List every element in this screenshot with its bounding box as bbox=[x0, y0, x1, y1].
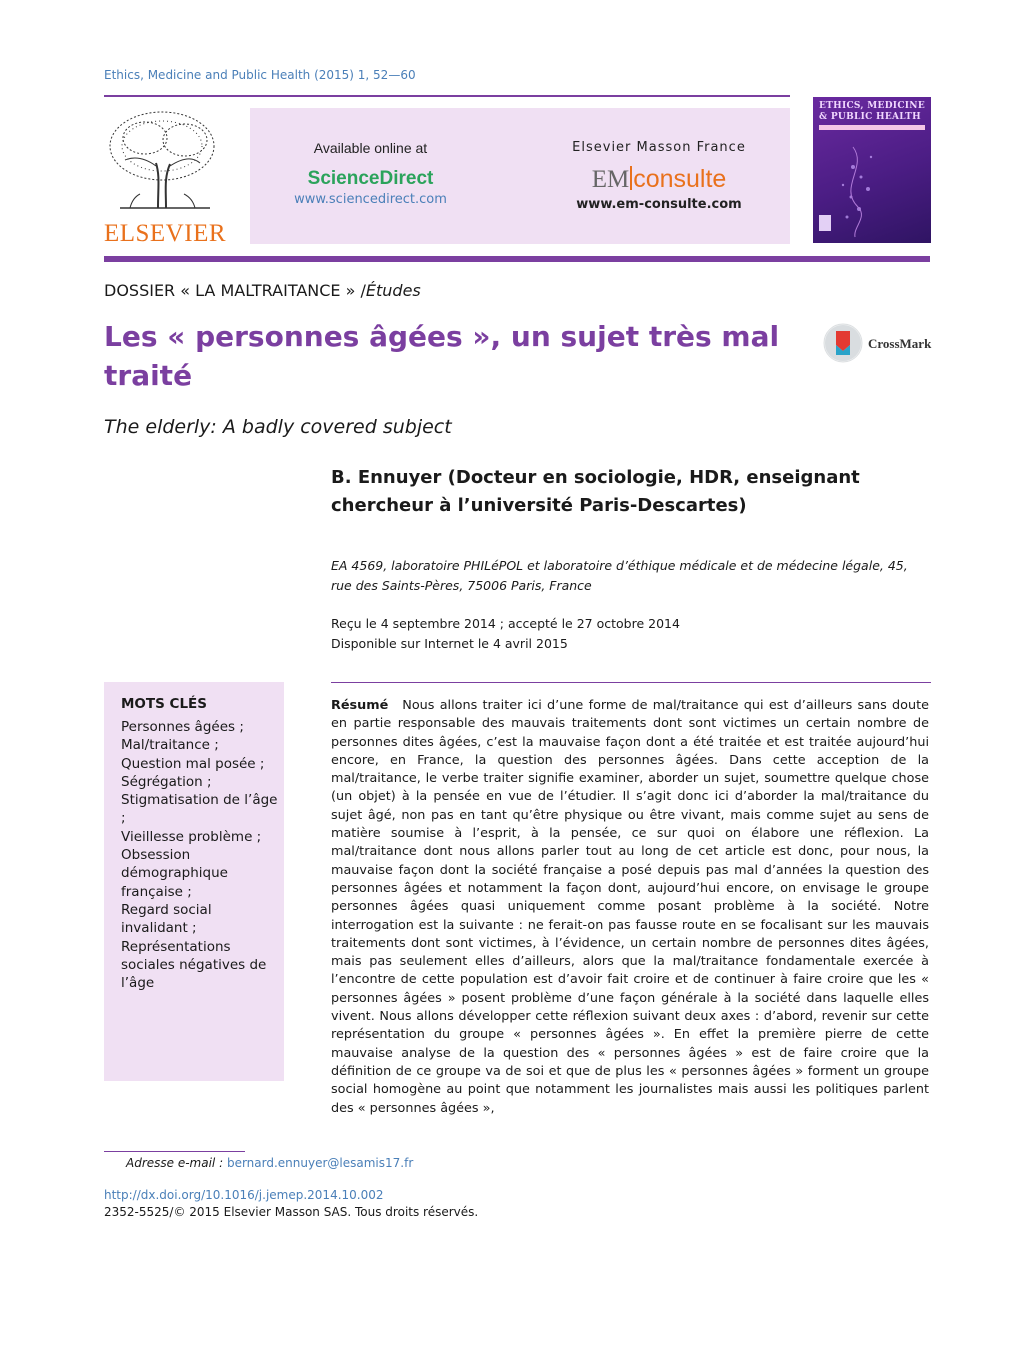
keyword-item: Question mal posée ; bbox=[121, 755, 265, 772]
author: B. Ennuyer (Docteur en sociologie, HDR, enseignant chercheur à l’université Paris-Descartes) bbox=[331, 467, 860, 516]
sciencedirect-link[interactable]: www.sciencedirect.com bbox=[294, 192, 447, 207]
available-online-label: Available online at bbox=[313, 140, 428, 156]
section-prefix: DOSSIER « LA MALTRAITANCE » / bbox=[104, 281, 366, 300]
section-heading bbox=[104, 281, 421, 300]
banner-rule bbox=[104, 256, 930, 262]
article-title: Les « personnes âgées », un sujet très mal traité bbox=[104, 320, 780, 392]
section-category: Études bbox=[365, 281, 421, 300]
abstract-label: Résumé bbox=[331, 698, 389, 713]
online-date: Disponible sur Internet le 4 avril 2015 bbox=[331, 636, 568, 651]
keyword-item: Vieillesse problème ; bbox=[121, 828, 262, 845]
affiliation: EA 4569, laboratoire PHILéPOL et laboratoire d’éthique médicale et de médecine légale, 45, rue des Saints-Pères, 75006 Paris, France bbox=[331, 558, 908, 593]
emconsulte-divider bbox=[630, 166, 632, 190]
emconsulte-word: consulte bbox=[633, 165, 727, 193]
crossmark-icon bbox=[822, 321, 864, 365]
cover-art-icon bbox=[813, 97, 931, 243]
abstract-text: Nous allons traiter ici d’une forme de mal/traitance qui est d’ailleurs sans doute en partie responsable des mauvais traitements dont sont victimes un certain nombre de personnes dites âgées, c’est la mauvaise façon dont a été traitée et est traitée aujourd’hui encore, en France, la question des personnes âgées. Dans cette acception de la mal/traitance, le verbe traiter signifie examiner, aborder un sujet, soumettre quelque chose (un objet) à la pensée en vue de l’étudier. Il s’agit donc ici d’aborder la mal/traitance du sujet âgé, non pas en tant qu’être physique ou être vivant, mais comme sujet au sens de matière soumise à l’esprit, à la pensée, ce sur quoi on élabore une réflexion. La mal/traitance dont nous allons parler tout au long de cet article est donc, pour nous, la mauvaise façon dont la société française a posé depuis pas mal d’années la question des personnes âgées et notamment la façon dont, aujourd’hui encore, on envisage le groupe personnes âgées quasi uniquement comme posant problème à la société. Notre interrogation est la suivante : ne ferait-on pas fausse route en se focalisant sur les mauvais traitements dont sont victimes, à l’évidence, un certain nombre de personnes dites âgées, mais pas seulement elles d’ailleurs, alors que la mal/traitance fondamentale exercée à l’encontre de cette population est d’avoir fait croire et de continuer à faire croire que les « personnes âgées » posent problème d’une façon générale à la société dans laquelle elles vivent. Nous allons développer cette réflexion suivant deux axes : d’abord, revenir sur cette représentation du groupe « personnes âgées ». En effet la première pierre de cette mauvaise analyse de la question des « personnes âgées » est de faire croire que la définition de ce groupe va de soi et que de plus les « personnes âgées » forment un groupe social homogène au point que notamment les journalistes mais aussi les politiques parlent des « personnes âgées », bbox=[331, 698, 929, 1116]
abstract-rule bbox=[331, 682, 931, 683]
crossmark-label: CrossMark bbox=[868, 336, 932, 351]
keyword-item: Regard social invalidant ; bbox=[121, 901, 212, 937]
emconsulte-block bbox=[550, 140, 768, 212]
keyword-item: Ségrégation ; bbox=[121, 773, 212, 790]
keyword-item: Obsession démographique française ; bbox=[121, 847, 228, 900]
doi-link[interactable]: http://dx.doi.org/10.1016/j.jemep.2014.10.002 bbox=[104, 1188, 384, 1202]
keyword-item: Mal/traitance ; bbox=[121, 737, 219, 754]
article-subtitle: The elderly: A badly covered subject bbox=[104, 416, 452, 438]
keyword-item: Stigmatisation de l’âge ; bbox=[121, 792, 278, 827]
journal-reference[interactable]: Ethics, Medicine and Public Health (2015) 1, 52—60 bbox=[104, 68, 416, 82]
emconsulte-link[interactable]: www.em-consulte.com bbox=[576, 197, 742, 212]
journal-banner bbox=[250, 108, 790, 244]
journal-cover[interactable] bbox=[813, 97, 931, 243]
cover-title: ETHICS, MEDICINE & PUBLIC HEALTH bbox=[819, 101, 925, 122]
sciencedirect-logo[interactable]: ScienceDirect bbox=[307, 168, 434, 189]
sciencedirect-block bbox=[268, 140, 473, 207]
abstract bbox=[331, 697, 929, 1118]
footnote-rule bbox=[104, 1151, 245, 1152]
received-date: Reçu le 4 septembre 2014 ; accepté le 27 octobre 2014 bbox=[331, 616, 680, 631]
keyword-item: Représentations sociales négatives de l’âge bbox=[121, 938, 267, 992]
copyright: 2352-5525/© 2015 Elsevier Masson SAS. Tous droits réservés. bbox=[104, 1205, 479, 1219]
crossmark-badge[interactable] bbox=[822, 321, 937, 365]
emconsulte-em: EM bbox=[591, 166, 630, 193]
keywords-title: MOTS CLÉS bbox=[121, 696, 207, 712]
keywords-list bbox=[121, 718, 281, 992]
elsevier-logo[interactable] bbox=[100, 108, 230, 246]
footnote bbox=[126, 1156, 413, 1170]
email-link[interactable]: bernard.ennuyer@lesamis17.fr bbox=[226, 1156, 414, 1170]
keywords-box bbox=[104, 682, 284, 1081]
keyword-item: Personnes âgées ; bbox=[121, 719, 244, 735]
email-label: Adresse e-mail : bbox=[126, 1156, 224, 1170]
elsevier-wordmark: ELSEVIER bbox=[103, 220, 227, 247]
article-dates bbox=[331, 614, 931, 654]
emconsulte-logo[interactable] bbox=[550, 165, 768, 194]
publisher-name: Elsevier Masson France bbox=[572, 140, 746, 155]
elsevier-tree-icon bbox=[100, 108, 230, 220]
top-rule bbox=[104, 95, 790, 97]
